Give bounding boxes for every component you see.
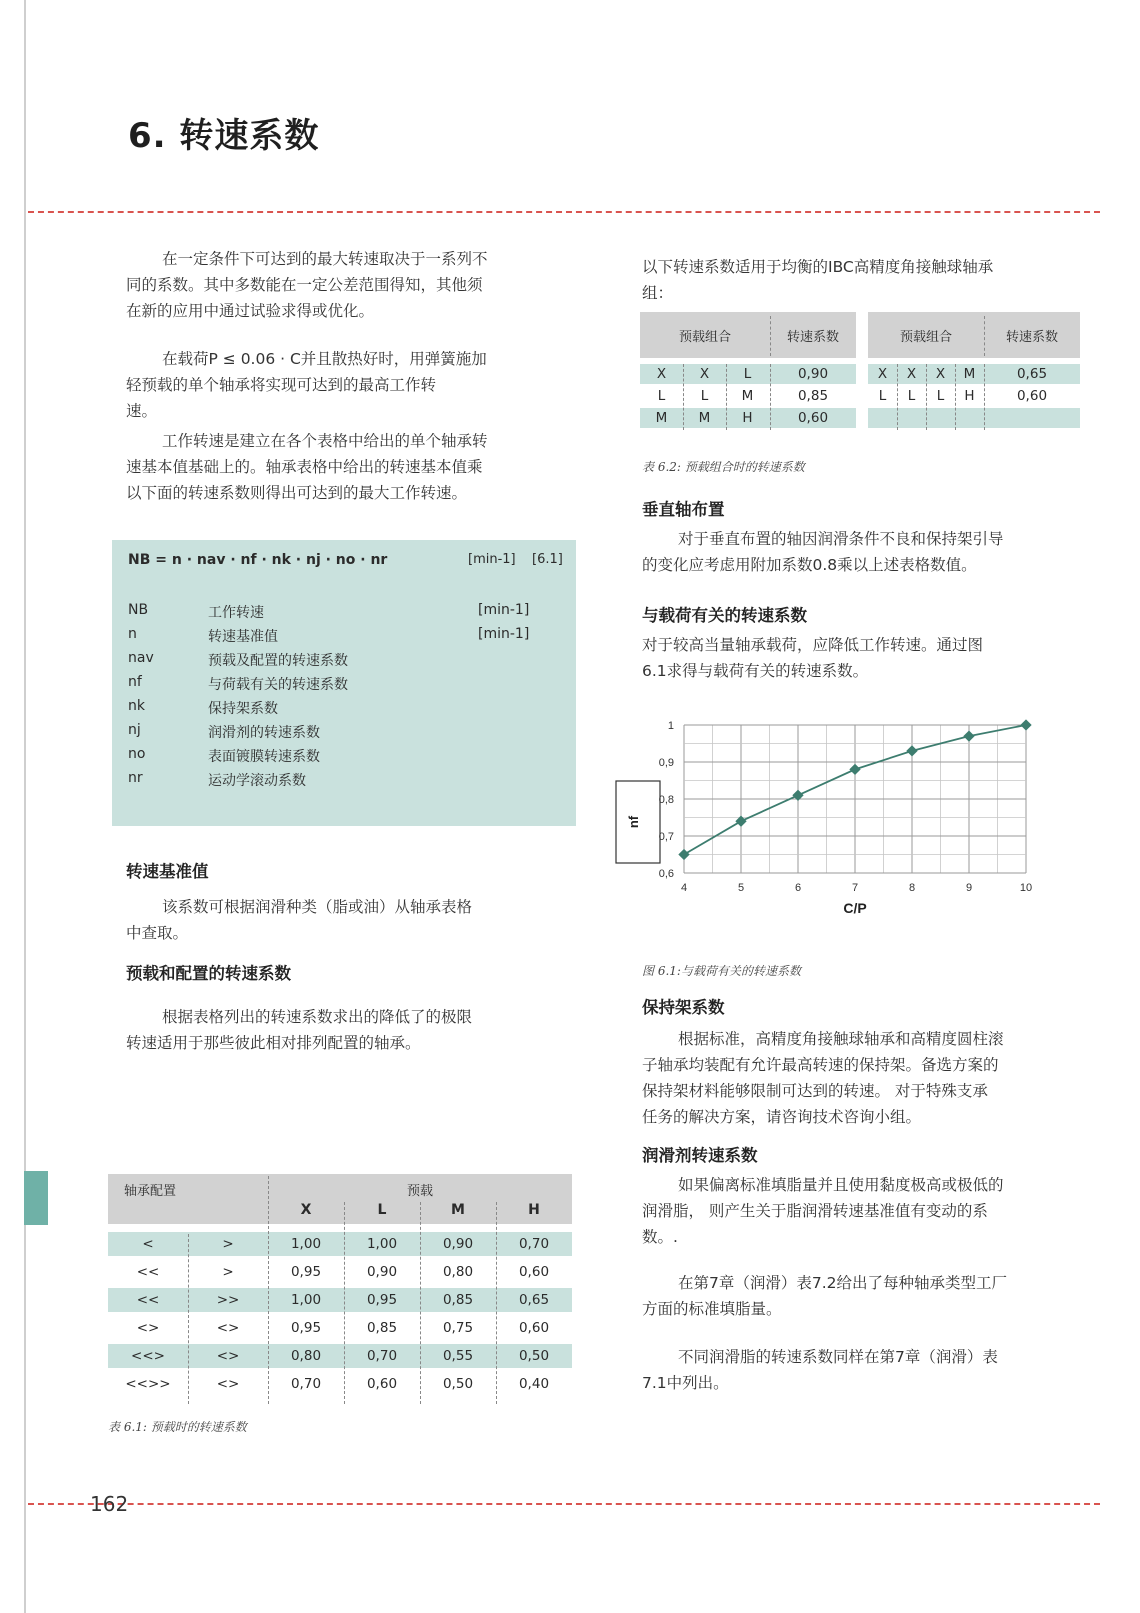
- vertical-shaft-paragraph: 对于垂直布置的轴因润滑条件不良和保持架引导 的变化应考虑用附加系数0.8乘以上述表格数值。: [642, 530, 1004, 574]
- table-row: [108, 1344, 572, 1368]
- value-cell: 0,80: [290, 1348, 322, 1364]
- config-left-cell: <<: [136, 1292, 160, 1308]
- heading-vertical-shaft: 垂直轴布置: [642, 500, 725, 519]
- data-point: [906, 745, 917, 756]
- chapter-tab: [24, 1171, 48, 1225]
- column-divider: [726, 364, 727, 430]
- data-point: [678, 849, 689, 860]
- load-factor-chart: [612, 720, 1072, 965]
- combo-cell: L: [743, 366, 752, 382]
- combo-cell: X: [906, 366, 917, 382]
- factor-cell: 0,90: [797, 366, 829, 382]
- value-cell: 0,50: [518, 1348, 550, 1364]
- table-6-1-caption: 表 6.1: 预载时的转速系数: [108, 1420, 247, 1434]
- table-header: 预载组合 转速系数: [640, 312, 856, 358]
- table-row: [640, 408, 856, 428]
- table-row: [868, 364, 1080, 384]
- config-right-cell: >: [222, 1264, 234, 1280]
- column-divider: [496, 1202, 497, 1404]
- table-row: [640, 386, 856, 406]
- intro-paragraph: 在一定条件下可达到的最大转速取决于一系列不 同的系数。其中多数能在一定公差范围得知，其他须 在新的应用中通过试验求得或优化。: [126, 250, 488, 320]
- combo-cell: L: [700, 388, 709, 404]
- table-row: [868, 408, 1080, 428]
- combo-cell: L: [878, 388, 887, 404]
- x-tick-label: 9: [965, 882, 973, 894]
- heading-preload-factor: 预载和配置的转速系数: [126, 964, 291, 983]
- combo-cell: M: [655, 410, 668, 426]
- combo-cell: X: [877, 366, 888, 382]
- cage-factor-paragraph: 根据标准，高精度角接触球轴承和高精度圆柱滚 子轴承均装配有允许最高转速的保持架。备选方案的 保持架材料能够限制可达到的转速。 对于特殊支承 任务的解决方案，请咨询技术咨询小组。: [642, 1030, 1004, 1126]
- legend-row: nr 运动学滚动系数: [128, 770, 306, 789]
- config-right-cell: <>: [216, 1376, 240, 1392]
- factor-cell: 0,60: [1016, 388, 1048, 404]
- x-axis-label: C/P: [843, 900, 867, 916]
- table-row: [640, 364, 856, 384]
- factor-cell: 0,60: [797, 410, 829, 426]
- column-divider: [770, 316, 771, 356]
- heading-load-factor: 与载荷有关的转速系数: [642, 606, 807, 625]
- column-divider: [926, 364, 927, 430]
- value-cell: 0,95: [290, 1264, 322, 1280]
- value-cell: 0,60: [366, 1376, 398, 1392]
- config-left-cell: <: [142, 1236, 154, 1252]
- config-left-cell: <<>>: [125, 1376, 171, 1392]
- config-right-cell: >>: [216, 1292, 240, 1308]
- combo-cell: M: [963, 366, 976, 382]
- header-divider: [28, 211, 1100, 213]
- value-cell: 0,40: [518, 1376, 550, 1392]
- config-right-cell: <>: [216, 1320, 240, 1336]
- x-tick-label: 8: [908, 882, 916, 894]
- config-left-cell: <<>: [131, 1348, 165, 1364]
- formula-expression: NB = n · nav · nf · nk · nj · no · nr: [128, 552, 388, 568]
- heading-lubricant-factor: 润滑剂转速系数: [642, 1146, 758, 1165]
- value-cell: 1,00: [290, 1236, 322, 1252]
- combo-cell: H: [964, 388, 975, 404]
- table-6-2-caption: 表 6.2: 预载组合时的转速系数: [642, 460, 805, 474]
- value-cell: 1,00: [366, 1236, 398, 1252]
- formula-unit: [min-1]: [468, 552, 516, 567]
- y-axis-label: nf: [626, 815, 641, 829]
- y-tick-label: 0,8: [658, 794, 674, 806]
- legend-row: nj 润滑剂的转速系数: [128, 722, 320, 741]
- table-6-2: [640, 312, 1080, 434]
- config-left-cell: <>: [136, 1320, 160, 1336]
- legend-row: no 表面镀膜转速系数: [128, 746, 320, 765]
- data-point: [849, 764, 860, 775]
- y-tick-label: 0,6: [658, 868, 674, 880]
- config-right-cell: <>: [216, 1348, 240, 1364]
- table-row: [108, 1316, 572, 1340]
- config-left-cell: <<: [136, 1264, 160, 1280]
- x-tick-label: 7: [851, 882, 859, 894]
- footer-divider: [28, 1503, 1100, 1505]
- value-cell: 0,85: [366, 1320, 398, 1336]
- combo-cell: X: [935, 366, 946, 382]
- formula-box: [112, 540, 576, 826]
- value-cell: 0,60: [518, 1320, 550, 1336]
- formula-reference: [6.1]: [532, 552, 563, 567]
- value-cell: 0,70: [518, 1236, 550, 1252]
- y-tick-label: 0,9: [658, 757, 674, 769]
- page-margin-rule: [24, 0, 26, 1613]
- value-cell: 0,90: [442, 1236, 474, 1252]
- combo-cell: M: [698, 410, 711, 426]
- value-cell: 0,65: [518, 1292, 550, 1308]
- column-divider: [770, 364, 771, 430]
- light-preload-paragraph: 在载荷P ≤ 0.06 · C并且散热好时，用弹簧施加 轻预载的单个轴承将实现可达到的最高工作转 速。: [126, 350, 487, 420]
- legend-row: n 转速基准值 [min-1]: [128, 626, 530, 645]
- table-row: [868, 386, 1080, 406]
- table-row: [108, 1232, 572, 1256]
- x-tick-label: 6: [794, 882, 802, 894]
- table-row: [108, 1288, 572, 1312]
- heading-cage-factor: 保持架系数: [642, 998, 725, 1017]
- value-cell: 0,75: [442, 1320, 474, 1336]
- factor-cell: 0,85: [797, 388, 829, 404]
- combo-cell: X: [699, 366, 710, 382]
- column-divider: [984, 364, 985, 430]
- x-tick-label: 10: [1019, 882, 1033, 894]
- table-header: 预载组合 转速系数: [868, 312, 1080, 358]
- lubricant-paragraph-2: 在第7章（润滑）表7.2给出了每种轴承类型工厂 方面的标准填脂量。: [642, 1274, 1008, 1318]
- x-tick-label: 4: [680, 882, 688, 894]
- y-tick-label: 0,7: [658, 831, 674, 843]
- factor-cell: 0,65: [1016, 366, 1048, 382]
- operating-speed-paragraph: 工作转速是建立在各个表格中给出的单个轴承转 速基本值基础上的。轴承表格中给出的转速基本值乘 以下面的转速系数则得出可达到的最大工作转速。: [126, 432, 488, 502]
- column-divider: [420, 1202, 421, 1404]
- column-divider: [344, 1202, 345, 1404]
- chart-tick-labels: [659, 720, 1032, 894]
- column-divider: [897, 364, 898, 430]
- combo-cell: X: [656, 366, 667, 382]
- combo-cell: L: [907, 388, 916, 404]
- page-number: 162: [90, 1492, 129, 1516]
- combo-cell: M: [741, 388, 754, 404]
- column-divider: [955, 364, 956, 430]
- combo-cell: H: [742, 410, 753, 426]
- config-right-cell: >: [222, 1236, 234, 1252]
- figure-6-1-caption: 图 6.1:与载荷有关的转速系数: [642, 964, 801, 978]
- value-cell: 0,80: [442, 1264, 474, 1280]
- data-point: [963, 730, 974, 741]
- lubricant-paragraph-1: 如果偏离标准填脂量并且使用黏度极高或极低的 润滑脂， 则产生关于脂润滑转速基准值有变动的系 数。.: [642, 1176, 1004, 1246]
- legend-row: nf 与荷载有关的转速系数: [128, 674, 348, 693]
- load-factor-paragraph: 对于较高当量轴承载荷，应降低工作转速。通过图 6.1求得与载荷有关的转速系数。: [642, 636, 984, 680]
- value-cell: 1,00: [290, 1292, 322, 1308]
- page-title: 6. 转速系数: [128, 116, 320, 156]
- combo-cell: L: [657, 388, 666, 404]
- preload-factor-paragraph: 根据表格列出的转速系数求出的降低了的极限 转速适用于那些彼此相对排列配置的轴承。: [126, 1008, 473, 1052]
- table-intro-paragraph: 以下转速系数适用于均衡的IBC高精度角接触球轴承 组：: [642, 258, 994, 302]
- value-cell: 0,50: [442, 1376, 474, 1392]
- value-cell: 0,55: [442, 1348, 474, 1364]
- table-row: [108, 1372, 572, 1396]
- value-cell: 0,95: [290, 1320, 322, 1336]
- value-cell: 0,60: [518, 1264, 550, 1280]
- legend-row: nav 预载及配置的转速系数: [128, 650, 348, 669]
- value-cell: 0,85: [442, 1292, 474, 1308]
- combo-cell: L: [936, 388, 945, 404]
- table-header: 轴承配置 预载 X L M H: [108, 1174, 572, 1224]
- legend-row: nk 保持架系数: [128, 698, 278, 717]
- heading-reference-speed: 转速基准值: [126, 862, 209, 881]
- lubricant-paragraph-3: 不同润滑脂的转速系数同样在第7章（润滑）表 7.1中列出。: [642, 1348, 998, 1392]
- value-cell: 0,95: [366, 1292, 398, 1308]
- table-row: [108, 1260, 572, 1284]
- value-cell: 0,90: [366, 1264, 398, 1280]
- chart-grid: [684, 725, 1026, 873]
- column-divider: [984, 316, 985, 356]
- value-cell: 0,70: [290, 1376, 322, 1392]
- column-divider: [188, 1234, 189, 1404]
- x-tick-label: 5: [737, 882, 745, 894]
- reference-speed-paragraph: 该系数可根据润滑种类（脂或油）从轴承表格 中查取。: [126, 898, 473, 942]
- column-divider: [268, 1176, 269, 1404]
- column-divider: [683, 364, 684, 430]
- y-tick-label: 1: [667, 720, 674, 732]
- data-point: [1020, 719, 1031, 730]
- legend-row: NB 工作转速 [min-1]: [128, 602, 530, 621]
- value-cell: 0,70: [366, 1348, 398, 1364]
